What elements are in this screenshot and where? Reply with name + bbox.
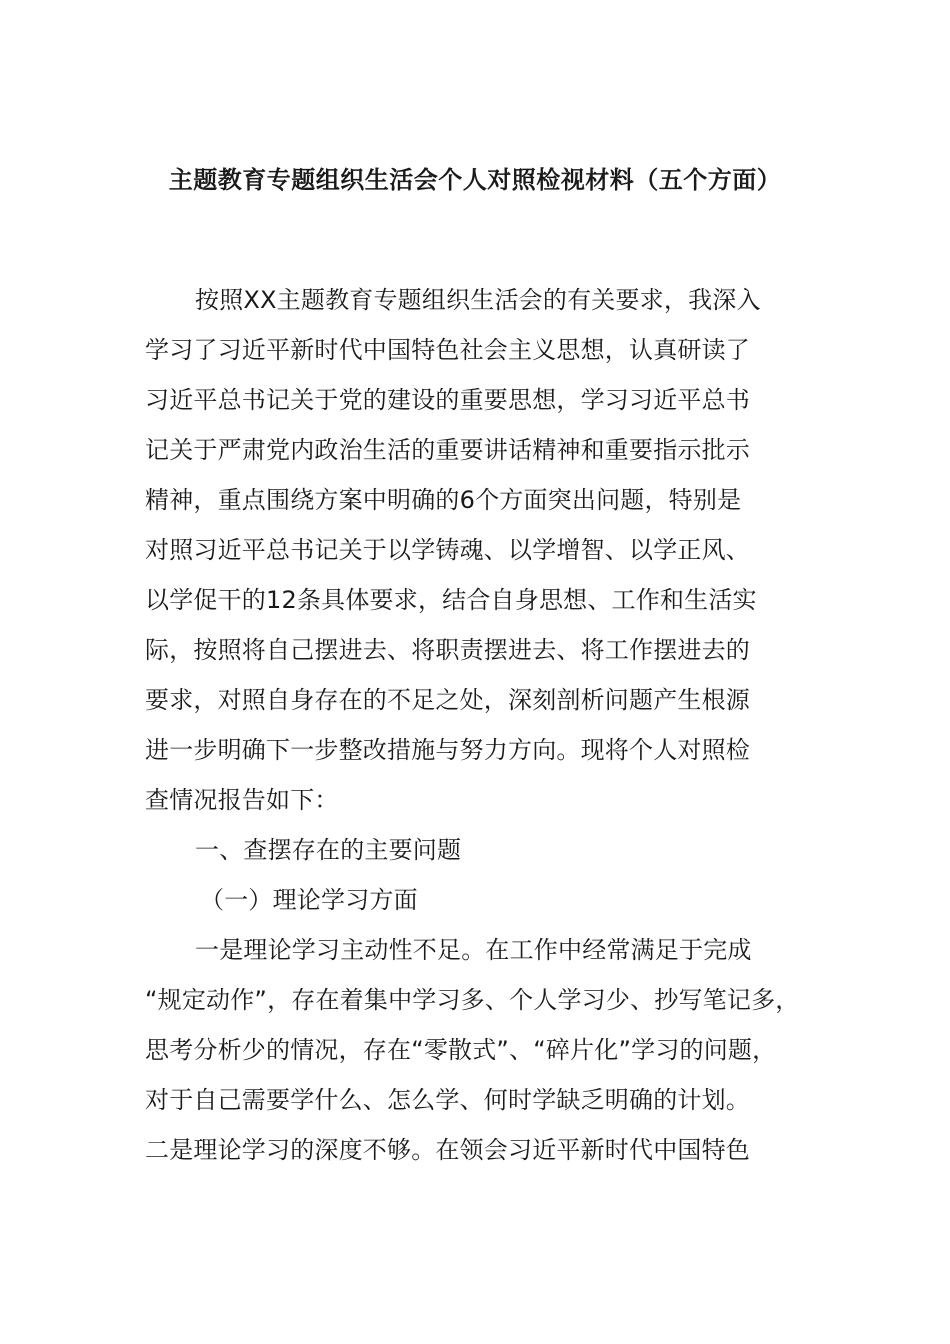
paragraph-line: 一是理论学习主动性不足。在工作中经常满足于完成 — [195, 936, 752, 964]
paragraph-line: “规定动作”，存在着集中学习多、个人学习少、抄写笔记多， — [145, 986, 800, 1014]
paragraph-line: 际，按照将自己摆进去、将职责摆进去、将工作摆进去的 — [145, 636, 750, 664]
section-heading: 一、查摆存在的主要问题 — [195, 836, 462, 864]
document-title: 主题教育专题组织生活会个人对照检视材料（五个方面） — [168, 166, 782, 194]
paragraph-line: 查情况报告如下： — [145, 786, 339, 814]
paragraph-line: 按照XX主题教育专题组织生活会的有关要求，我深入 — [195, 286, 761, 314]
paragraph-line: 对照习近平总书记关于以学铸魂、以学增智、以学正风、 — [145, 536, 750, 564]
paragraph-line: 记关于严肃党内政治生活的重要讲话精神和重要指示批示 — [145, 436, 750, 464]
paragraph-line: 以学促干的12条具体要求，结合自身思想、工作和生活实 — [145, 586, 757, 614]
paragraph-line: 要求，对照自身存在的不足之处，深刻剖析问题产生根源 — [145, 686, 750, 714]
subsection-heading: （一）理论学习方面 — [200, 886, 418, 914]
paragraph-line: 对于自己需要学什么、怎么学、何时学缺乏明确的计划。 — [145, 1086, 750, 1114]
paragraph-line: 习近平总书记关于党的建设的重要思想，学习习近平总书 — [145, 386, 750, 414]
paragraph-line: 二是理论学习的深度不够。在领会习近平新时代中国特色 — [145, 1136, 750, 1164]
paragraph-line: 学习了习近平新时代中国特色社会主义思想，认真研读了 — [145, 336, 750, 364]
paragraph-line: 精神，重点围绕方案中明确的6个方面突出问题，特别是 — [145, 486, 742, 514]
paragraph-line: 思考分析少的情况，存在“零散式”、“碎片化”学习的问题， — [145, 1036, 777, 1064]
paragraph-line: 进一步明确下一步整改措施与努力方向。现将个人对照检 — [145, 736, 750, 764]
